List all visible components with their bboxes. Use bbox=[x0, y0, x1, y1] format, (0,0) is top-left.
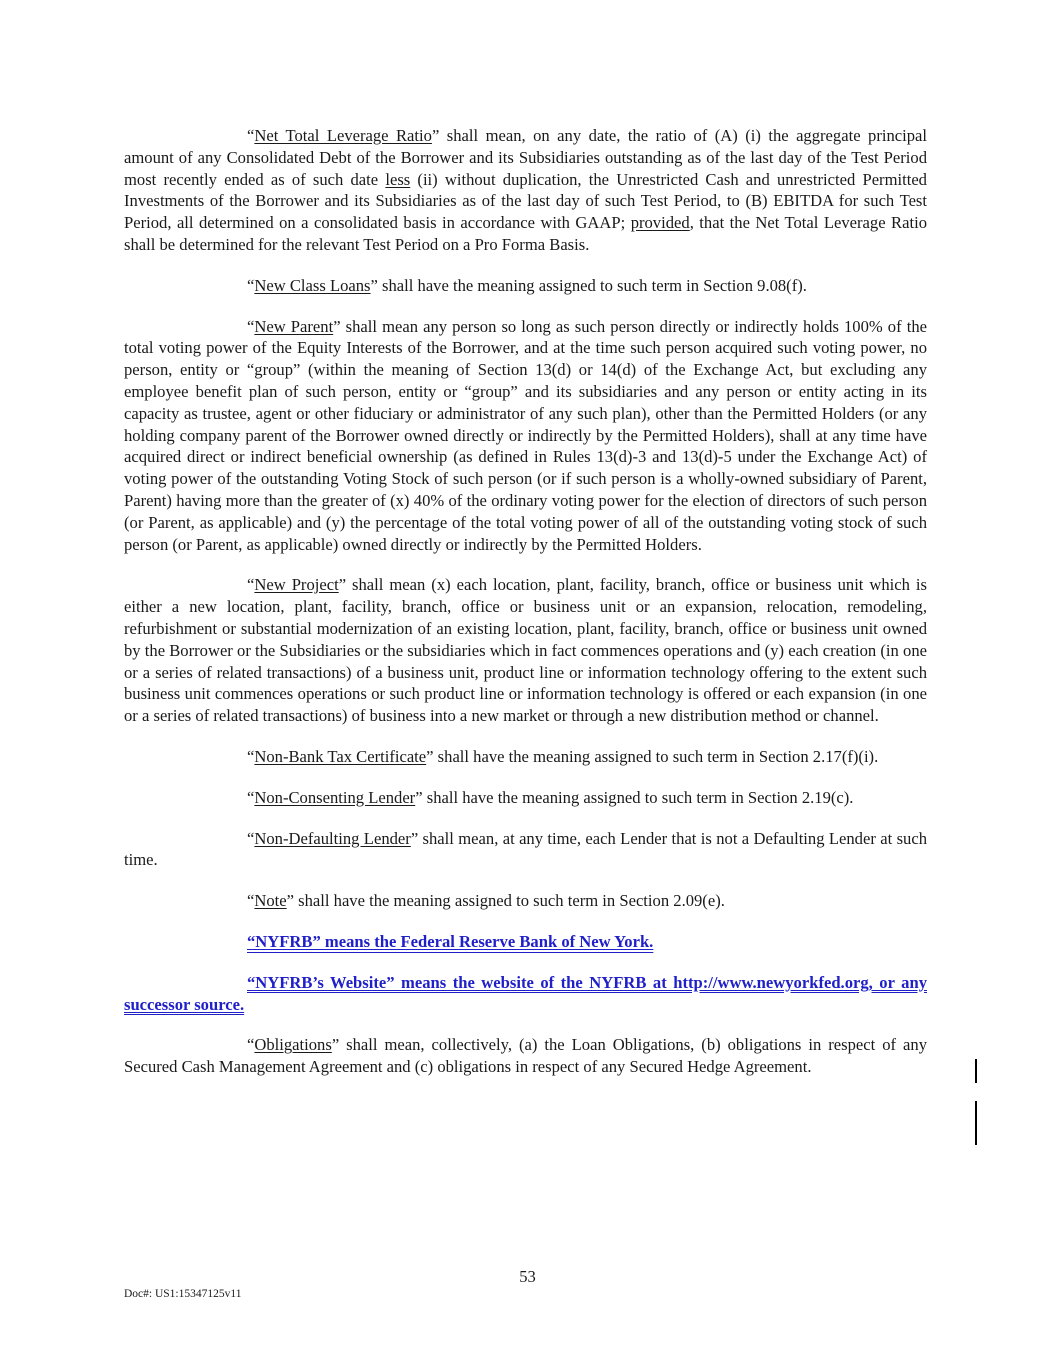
inserted-text: “NYFRB” means the Federal Reserve Bank of New York. bbox=[247, 931, 654, 951]
definition-note bbox=[124, 890, 927, 912]
document-body bbox=[124, 125, 927, 1097]
defined-term: Note bbox=[254, 891, 287, 911]
definition-text: ” shall have the meaning assigned to such term in Section 2.09(e). bbox=[286, 891, 725, 911]
definition-non-bank-tax-certificate bbox=[124, 746, 927, 768]
inserted-definition-nyfrb-website bbox=[124, 972, 927, 1016]
document-id: Doc#: US1:15347125v11 bbox=[124, 1288, 242, 1300]
definition-text: ” shall have the meaning assigned to such term in Section 9.08(f). bbox=[370, 275, 807, 295]
definition-text: ” shall mean, collectively, (a) the Loan Obligations, (b) obligations in respect of any Secured Cash Management Agreement and (c) obligations in respect of any Secured Hedge Agreement. bbox=[124, 1035, 927, 1077]
defined-term: Non-Bank Tax Certificate bbox=[254, 746, 427, 766]
definition-new-class-loans bbox=[124, 275, 927, 297]
open-quote: “ bbox=[247, 746, 255, 766]
inserted-text: “NYFRB’s Website” means the website of the NYFRB at http://www.newyorkfed.org, or any successor source. bbox=[124, 972, 927, 1014]
definition-new-project bbox=[124, 574, 927, 727]
open-quote: “ bbox=[247, 828, 255, 848]
open-quote: “ bbox=[247, 891, 255, 911]
definition-non-defaulting-lender bbox=[124, 828, 927, 872]
defined-term: Non-Defaulting Lender bbox=[254, 828, 411, 848]
defined-term: New Class Loans bbox=[254, 275, 371, 295]
definition-text: ” shall mean, on any date, the ratio of (A) (i) the aggregate principal amount of any Consolidated Debt of the Borrower and its Subsidiaries outstanding as of the last day of the Test Period most recently ended as of such date bbox=[124, 126, 927, 189]
definition-non-consenting-lender bbox=[124, 787, 927, 809]
open-quote: “ bbox=[247, 1035, 255, 1055]
open-quote: “ bbox=[247, 275, 255, 295]
change-bar bbox=[975, 1101, 977, 1145]
definition-text: ” shall have the meaning assigned to such term in Section 2.19(c). bbox=[415, 787, 854, 807]
definition-text: ” shall mean, at any time, each Lender that is not a Defaulting Lender at such time. bbox=[124, 828, 928, 870]
defined-term: Net Total Leverage Ratio bbox=[254, 126, 432, 145]
definition-text: ” shall have the meaning assigned to such term in Section 2.17(f)(i). bbox=[426, 746, 879, 766]
definition-net-total-leverage-ratio bbox=[124, 125, 927, 256]
definition-text: ” shall mean (x) each location, plant, facility, branch, office or business unit which is either a new location, plant, facility, branch, office or business unit or an expansion, relocation, remodeling, refurbishment or substantial modernization of an existing location, plant, facility, branch, office or business unit owned by the Borrower or the Subsidiaries or the subsidiaries which in fact commences operations and (y) each creation (in one or a series of related transactions) of a business unit, product line or information technology offering to the extent such business unit commences operations or such product line or information technology is offered or each expansion (in one or a series of related transactions) of business into a new market or through a new distribution method or channel. bbox=[124, 575, 928, 726]
open-quote: “ bbox=[247, 575, 255, 595]
defined-term: Obligations bbox=[254, 1035, 332, 1055]
underlined-word: provided bbox=[630, 213, 690, 233]
definition-text: ” shall mean any person so long as such person directly or indirectly holds 100% of the total voting power of the Equity Interests of the Borrower, and at the time such person acquired such voting power, no person, entity or “group” (within the meaning of Section 13(d) or 14(d) of the Exchange Act, but excluding any employee benefit plan of such person, entity or “group” and its subsidiaries and any person or entity acting in its capacity as trustee, agent or other fiduciary or administrator of any such plan), other than the Permitted Holders (or any holding company parent of the Borrower owned directly or indirectly by the Permitted Holders), shall at any time have acquired direct or indirect beneficial ownership (as defined in Rules 13(d)-3 and 13(d)-5 under the Exchange Act) of voting power of the outstanding Voting Stock of such person (or if such person is a wholly-owned subsidiary of Parent, Parent) having more than the greater of (x) 40% of the ordinary voting power for the election of directors of such person (or Parent, as applicable) and (y) the percentage of the total voting power of all of the outstanding voting stock of such person (or Parent, as applicable) owned directly or indirectly by the Permitted Holders. bbox=[124, 316, 927, 554]
definition-text: (ii) without duplication, the Unrestricted Cash and unrestricted Permitted Investments of the Borrower and its Subsidiaries as of the last day of such Test Period, to (B) EBITDA for such Test Period, all determined on a consolidated basis in accordance with GAAP; bbox=[124, 169, 927, 233]
open-quote: “ bbox=[247, 126, 255, 145]
definition-text: , that the Net Total Leverage Ratio shall be determined for the relevant Test Period on a Pro Forma Basis. bbox=[124, 213, 927, 254]
definition-new-parent bbox=[124, 316, 927, 556]
inserted-definition-nyfrb bbox=[124, 931, 927, 953]
underlined-word: less bbox=[385, 169, 411, 189]
open-quote: “ bbox=[247, 316, 255, 336]
defined-term: Non-Consenting Lender bbox=[254, 787, 416, 807]
definition-obligations bbox=[124, 1034, 927, 1078]
open-quote: “ bbox=[247, 787, 255, 807]
change-bar bbox=[975, 1059, 977, 1083]
defined-term: New Parent bbox=[254, 316, 334, 336]
page-number: 53 bbox=[519, 1267, 536, 1286]
defined-term: New Project bbox=[254, 575, 339, 595]
